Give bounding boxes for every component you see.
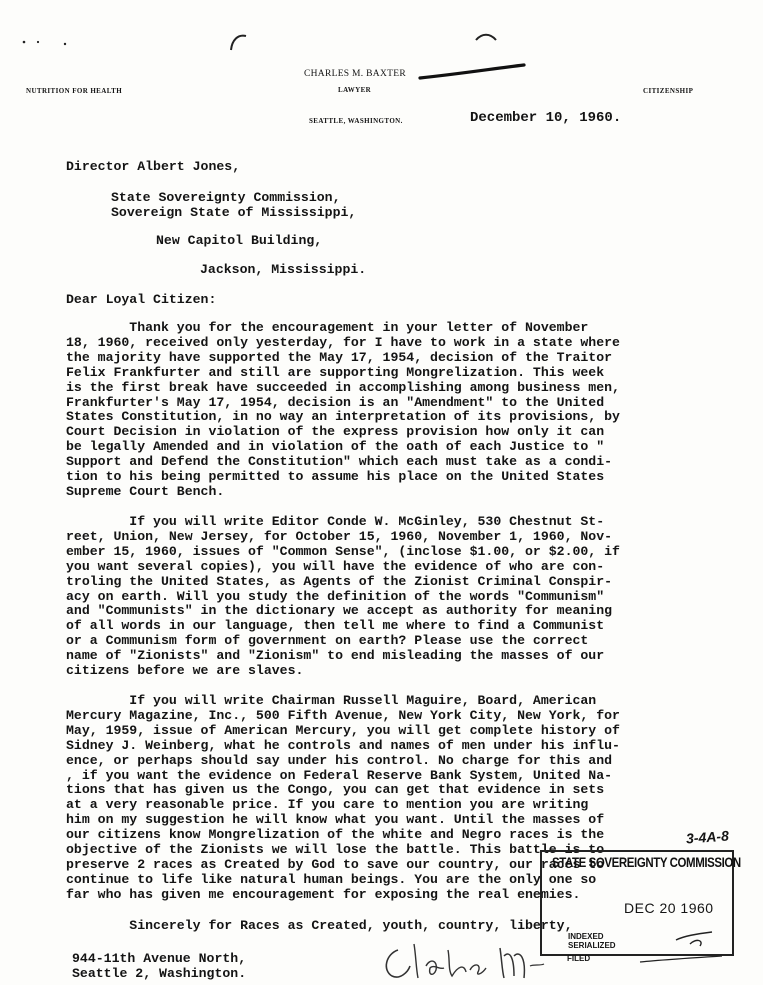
letter-date: December 10, 1960.: [470, 110, 622, 126]
paragraph-2-line: you want several copies), you will have the evidence of who are con-: [66, 558, 605, 574]
stamp-date: DEC 20 1960: [624, 900, 714, 916]
paragraph-2-line: reet, Union, New Jersey, for October 15, 1960, November 1, 1960, Nov-: [66, 528, 613, 544]
paragraph-3-line: Sidney J. Weinberg, what he controls and names of men under his influ-: [66, 737, 620, 753]
paragraph-3-line: our citizens know Mongrelization of the white and Negro races is the: [66, 827, 605, 843]
return-address-line-2: Seattle 2, Washington.: [72, 966, 247, 981]
signature-text: [0, 0, 1, 1]
letterhead-right-motto: CITIZENSHIP: [643, 87, 694, 95]
letterhead-name: CHARLES M. BAXTER: [304, 69, 406, 79]
letterhead-profession: LAWYER: [338, 86, 372, 94]
paragraph-1-line: be legally Amended and in violation of the oath of each Justice to ": [66, 439, 605, 455]
paragraph-3-line: objective of the Zionists we will lose the battle. This battle is to: [66, 842, 605, 858]
handwritten-signature: [378, 930, 548, 985]
paragraph-3-line: May, 1959, issue of American Mercury, you will get complete history of: [66, 722, 620, 738]
paragraph-1-line: tion to his being permitted to assume his place on the United States: [66, 469, 605, 485]
paragraph-2-line: acy on earth. Will you study the definition of the words "Communism": [66, 588, 605, 604]
paragraph-1-line: Felix Frankfurter and still are supporting Mongrelization. This week: [66, 364, 605, 380]
paragraph-2-line: and "Communists" in the dictionary we accept as authority for meaning: [66, 603, 613, 619]
paragraph-2-line: ember 15, 1960, issues of "Common Sense", (inclose $1.00, or $2.00, if: [66, 543, 620, 559]
paragraph-1-line: Court Decision in violation of the express provision how only it can: [66, 424, 605, 440]
paragraph-1-line: the majority have supported the May 17, 1954, decision of the Traitor: [66, 349, 613, 365]
stamp-file-number: 3-4A-8: [685, 827, 730, 847]
paragraph-3-line: tions that has given us the Congo, you can get that evidence in sets: [66, 782, 605, 798]
return-address-line-1: 944-11th Avenue North,: [72, 951, 247, 966]
recipient-line-1: Director Albert Jones,: [66, 159, 241, 174]
closing-line: Sincerely for Races as Created, youth, country, liberty,: [66, 918, 573, 933]
paragraph-2-line: or a Communism form of government on earth? Please use the correct: [66, 633, 589, 649]
stamp-serialized: SERIALIZED: [568, 941, 616, 950]
letterhead-city: SEATTLE, WASHINGTON.: [309, 117, 403, 125]
paragraph-2-line: citizens before we are slaves.: [66, 663, 304, 679]
paragraph-1-line: Frankfurter's May 17, 1954, decision is an "Amendment" to the United: [66, 394, 605, 410]
paragraph-1-line: Supreme Court Bench.: [66, 483, 225, 499]
paragraph-1-line: 18, 1960, received only yesterday, for I have to work in a state where: [66, 334, 620, 350]
paragraph-3-line: continue to life like natural human beings. You are the only one so: [66, 871, 597, 887]
stamp-handwriting: [600, 920, 730, 980]
paragraph-1-line: Thank you for the encouragement in your letter of November: [66, 320, 589, 335]
paragraph-3-line: at a very reasonable price. If you care to mention you are writing: [66, 797, 589, 813]
paragraph-1-line: is the first break have succeeded in accomplishing among business men,: [66, 379, 620, 395]
paragraph-1-line: Support and Defend the Constitution" which each must take as a condi-: [66, 454, 613, 470]
recipient-line-5: Jackson, Mississippi.: [200, 262, 367, 277]
paragraph-3-line: him on my suggestion he will know what you want. Until the masses of: [66, 812, 605, 828]
paragraph-3-line: ence, or perhaps should say under his control. No charge for this and: [66, 752, 613, 768]
paragraph-2-line: If you will write Editor Conde W. McGinley, 530 Chestnut St-: [66, 514, 605, 529]
stamp-filed: FILED: [567, 954, 591, 963]
stamp-indexed: INDEXED: [568, 932, 604, 941]
paragraph-3-line: If you will write Chairman Russell Maguire, Board, American: [66, 693, 597, 708]
paragraph-3-line: preserve 2 races as Created by God to save our country, our races to: [66, 856, 605, 872]
recipient-line-4: New Capitol Building,: [156, 233, 323, 248]
paragraph-2-line: of all words in our language, then tell me where to find a Communist: [66, 618, 605, 634]
paragraph-1-line: States Constitution, in no way an interpretation of its provisions, by: [66, 409, 620, 425]
paragraph-2-line: name of "Zionists" and "Zionism" to end misleading the masses of our: [66, 648, 605, 664]
paragraph-2: [66, 515, 706, 679]
recipient-line-2: State Sovereignty Commission,: [111, 190, 341, 205]
salutation: Dear Loyal Citizen:: [66, 292, 217, 307]
paragraph-2-line: troling the United States, as Agents of the Zionist Criminal Conspir-: [66, 573, 613, 589]
letterhead-underline-stroke: [418, 62, 528, 82]
paragraph-1: [66, 321, 706, 500]
scan-marks: [0, 0, 763, 60]
stamp-title: STATE SOVEREIGNTY COMMISSION: [552, 854, 741, 870]
recipient-line-3: Sovereign State of Mississippi,: [111, 205, 357, 220]
paragraph-3-line: far who has given me encouragement for exposing the real enemies.: [66, 886, 581, 902]
paragraph-3-line: , if you want the evidence on Federal Reserve Bank System, United Na-: [66, 767, 613, 783]
paragraph-3-line: Mercury Magazine, Inc., 500 Fifth Avenue, New York City, New York, for: [66, 707, 620, 723]
letterhead-left-motto: NUTRITION FOR HEALTH: [26, 87, 123, 95]
